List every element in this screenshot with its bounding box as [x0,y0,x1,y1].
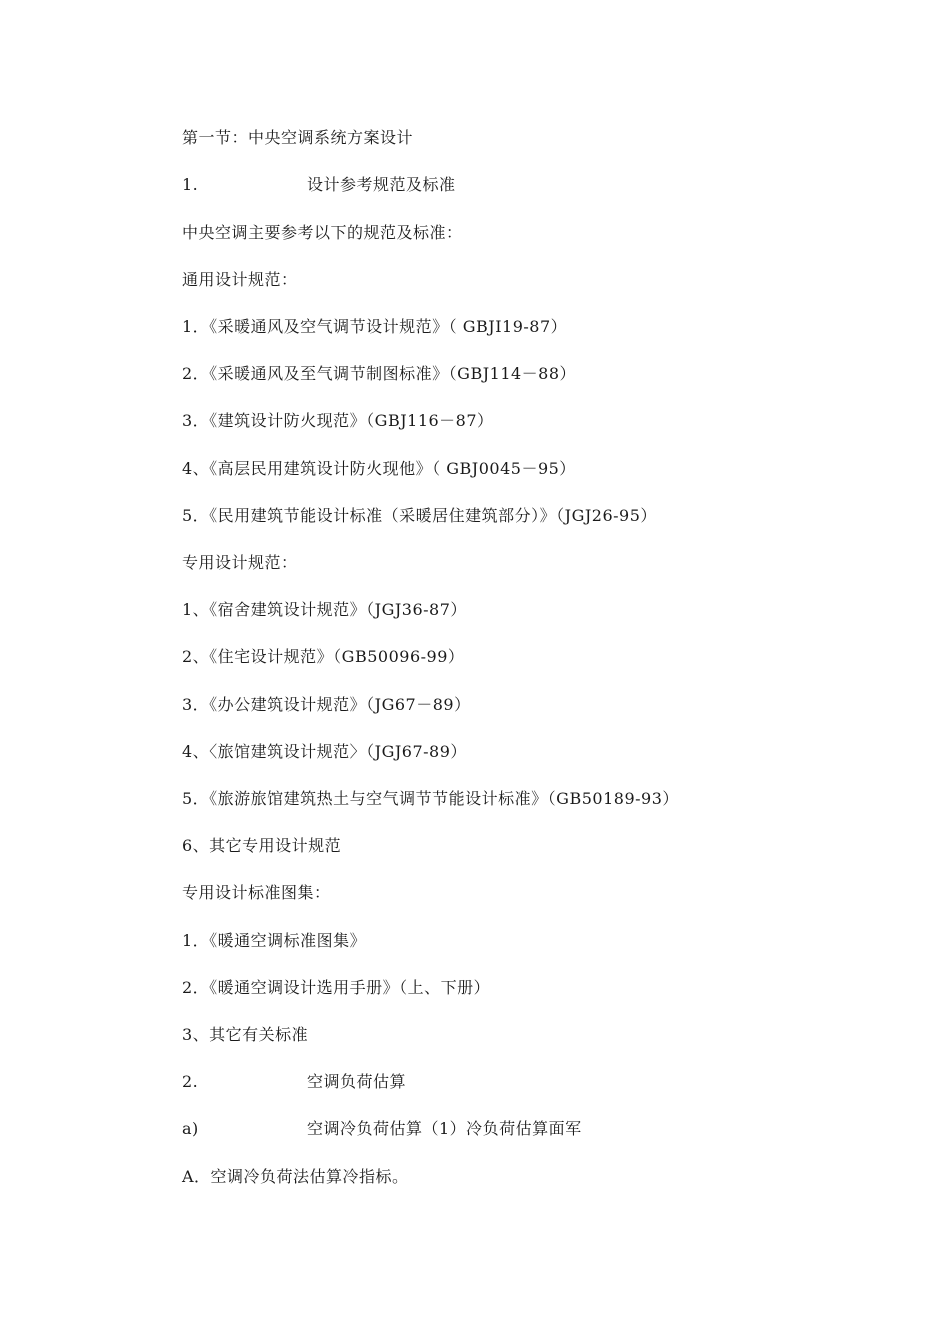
heading-2-text: 空调负荷估算 [307,1072,407,1091]
heading-2a-text: 空调冷负荷估算（1）冷负荷估算面军 [307,1119,582,1138]
special-item: 2、《住宅设计规范》（GB50096-99） [182,647,465,666]
heading-1-text: 设计参考规范及标准 [307,175,456,194]
intro-text: 中央空调主要参考以下的规范及标准： [182,223,463,242]
section-title: 第一节：中央空调系统方案设计 [182,128,414,147]
heading-1-number: 1. [182,175,199,194]
special-item: 4、〈旅馆建筑设计规范〉（JGJ67-89） [182,742,467,761]
special-item: 5．《旅游旅馆建筑热土与空气调节节能设计标准》（GB50189-93） [182,789,679,808]
general-title: 通用设计规范： [182,270,298,289]
last-line: A．空调冷负荷法估算冷指标。 [182,1167,409,1186]
general-item: 1．《采暖通风及空气调节设计规范》（ GBJI19-87） [182,317,568,336]
special-item: 1、《宿舍建筑设计规范》（JGJ36-87） [182,600,467,619]
heading-2a-number: a) [182,1119,199,1138]
heading-2-number: 2. [182,1072,199,1091]
atlas-item: 2．《暖通空调设计选用手册》（上、下册） [182,978,491,997]
special-item: 3．《办公建筑设计规范》（JG67－89） [182,695,471,714]
atlas-title: 专用设计标准图集： [182,883,331,902]
atlas-item: 3、其它有关标准 [182,1025,309,1044]
heading-2a [182,1119,582,1139]
special-item: 6、其它专用设计规范 [182,836,342,855]
general-item: 3．《建筑设计防火现范》（GBJ116－87） [182,411,494,430]
heading-2 [182,1072,407,1092]
general-item: 4、《高层民用建筑设计防火现他》（ GBJ0045－95） [182,459,576,478]
special-title: 专用设计规范： [182,553,298,572]
general-item: 2．《采暖通风及至气调节制图标准》（GBJ114－88） [182,364,577,383]
general-item: 5．《民用建筑节能设计标准（采暖居住建筑部分）》（JGJ26-95） [182,506,657,525]
atlas-item: 1．《暖通空调标准图集》 [182,931,367,950]
heading-1 [182,175,456,195]
